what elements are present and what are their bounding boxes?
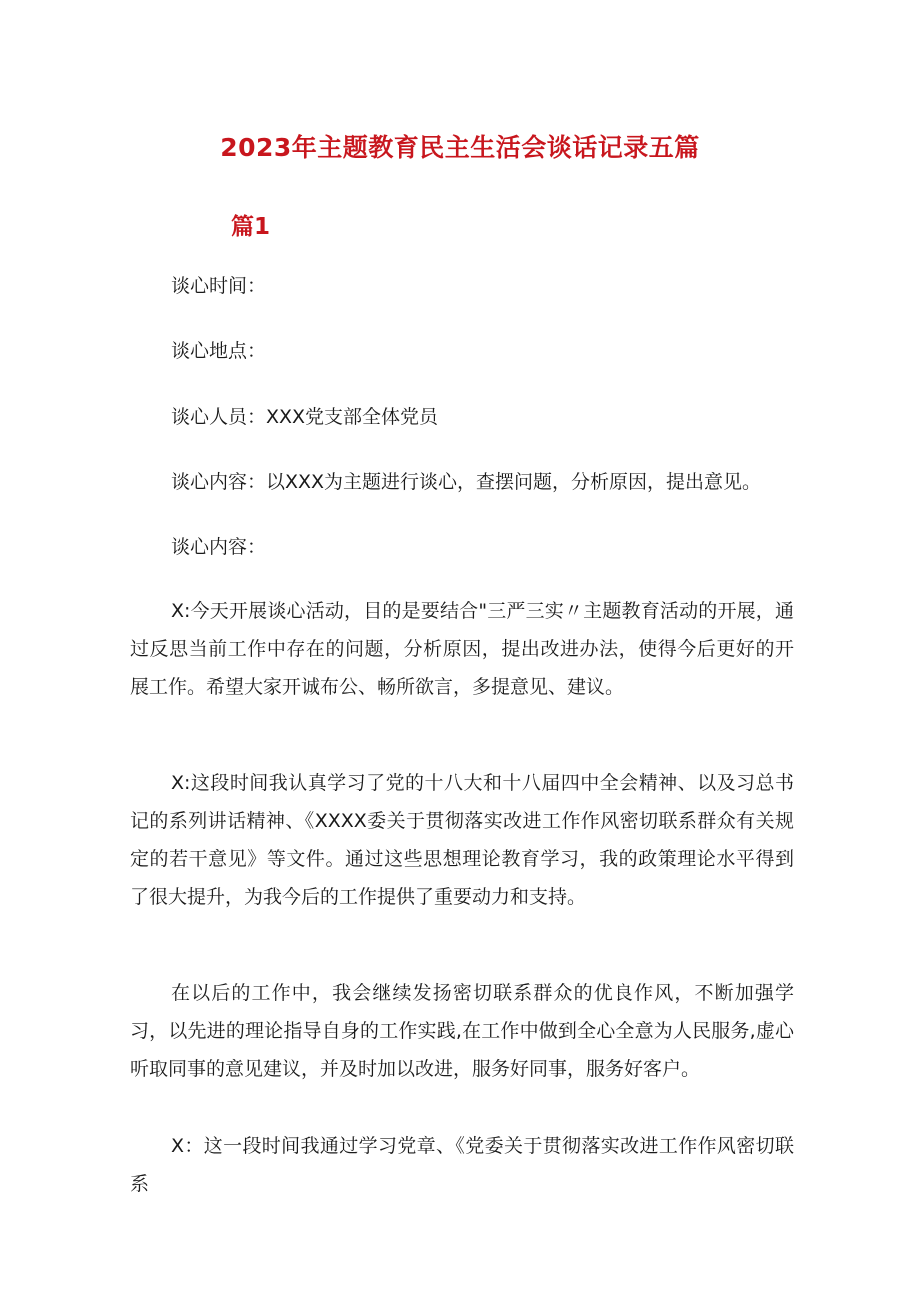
field-talk-time: 谈心时间：: [171, 275, 267, 297]
paragraph-future-work: 在以后的工作中，我会继续发扬密切联系群众的优良作风，不断加强学习，以先进的理论指导自身的工作实践,在工作中做到全心全意为人民服务,虚心听取同事的意见建议，并及时加以改进，服务好同事，服务好客户。: [130, 982, 794, 1080]
document-title: 2023年主题教育民主生活会谈话记录五篇: [220, 133, 700, 162]
paragraph-party-study: X：这一段时间我通过学习党章、《党委关于贯彻落实改进工作作风密切联系: [130, 1135, 794, 1195]
field-talk-location: 谈心地点：: [171, 340, 267, 362]
section-heading: 篇1: [231, 214, 271, 240]
field-talk-content-label: 谈心内容：: [171, 536, 267, 558]
field-talk-content-summary: 谈心内容：以XXX为主题进行谈心，查摆问题，分析原因，提出意见。: [171, 471, 762, 493]
paragraph-opening-remarks: X:今天开展谈心活动，目的是要结合"三严三实〃主题教育活动的开展，通过反思当前工作中存在的问题，分析原因，提出改进办法，使得今后更好的开展工作。希望大家开诚布公、畅所欲言，多提意见、建议。: [130, 600, 794, 698]
field-talk-participants: 谈心人员：XXX党支部全体党员: [171, 406, 439, 428]
paragraph-study-report: X:这段时间我认真学习了党的十八大和十八届四中全会精神、以及习总书记的系列讲话精神、《XXXX委关于贯彻落实改进工作作风密切联系群众有关规定的若干意见》等文件。通过这些思想理论教育学习，我的政策理论水平得到了很大提升，为我今后的工作提供了重要动力和支持。: [130, 772, 794, 908]
